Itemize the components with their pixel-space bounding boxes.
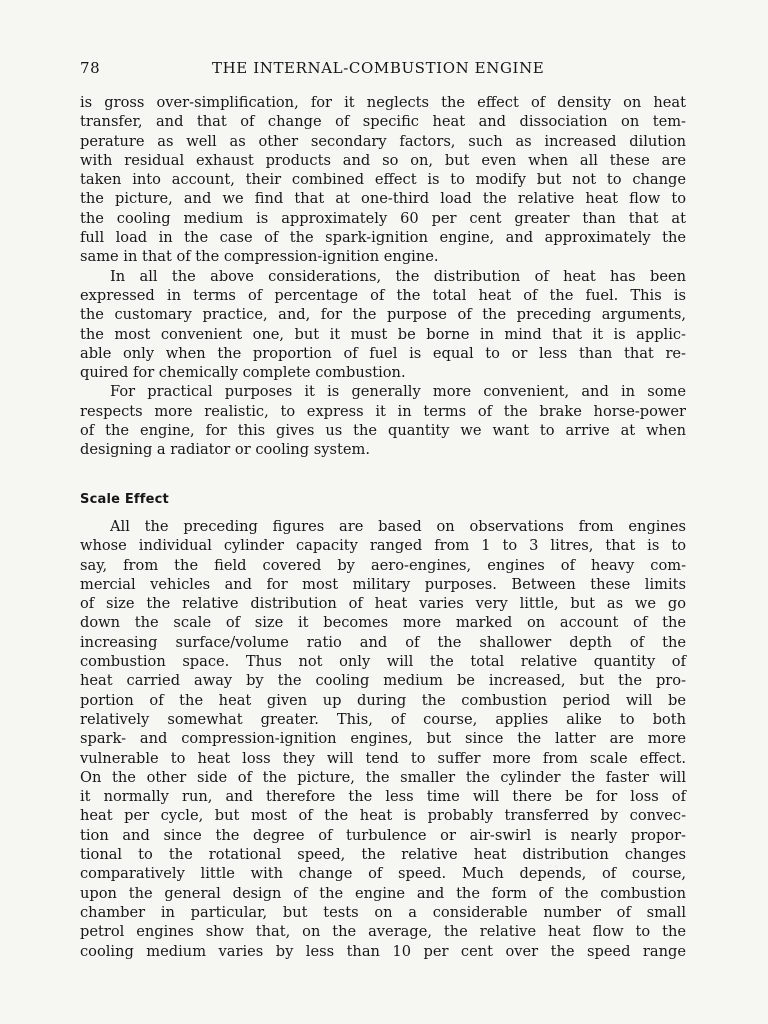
text-line: comparatively little with change of speed. Much depends, of course, bbox=[80, 865, 686, 883]
text-line: For practical purposes it is generally more convenient, and in some bbox=[110, 383, 686, 401]
text-line: perature as well as other secondary factors, such as increased dilution bbox=[80, 132, 686, 150]
text-line: upon the general design of the engine and the form of the combustion bbox=[80, 884, 686, 902]
text-line: full load in the case of the spark-ignition engine, and approximately the bbox=[80, 229, 686, 247]
text-line: All the preceding figures are based on observations from engines bbox=[110, 518, 686, 535]
text-line: combustion space. Thus not only will the total relative quantity of bbox=[80, 653, 686, 671]
text-line: chamber in particular, but tests on a considerable number of small bbox=[80, 903, 686, 921]
text-line: mercial vehicles and for most military purposes. Between these limits bbox=[80, 575, 686, 593]
text-line: of size the relative distribution of heat varies very little, but as we go bbox=[80, 595, 686, 613]
text-line: relatively somewhat greater. This, of course, applies alike to both bbox=[80, 710, 686, 728]
text-line: vulnerable to heat loss they will tend to suffer more from scale effect. bbox=[80, 749, 686, 767]
text-line: same in that of the compression-ignition engine. bbox=[80, 248, 439, 266]
page-number: 78 bbox=[80, 59, 101, 77]
text-line: On the other side of the picture, the smaller the cylinder the faster will bbox=[80, 768, 686, 786]
text-line: heat per cycle, but most of the heat is probably transferred by convec- bbox=[80, 807, 686, 825]
text-line: the cooling medium is approximately 60 per cent greater than that at bbox=[80, 209, 686, 227]
body-text-top bbox=[80, 93, 686, 460]
text-line: with residual exhaust products and so on, but even when all these are bbox=[80, 151, 686, 169]
page-header bbox=[80, 59, 686, 81]
text-line: whose individual cylinder capacity ranged from 1 to 3 litres, that is to bbox=[80, 537, 686, 555]
text-line: spark- and compression-ignition engines, but since the latter are more bbox=[80, 730, 686, 748]
text-line: quired for chemically complete combustion. bbox=[80, 364, 406, 382]
body-text-scale-effect bbox=[80, 517, 686, 961]
text-line: the picture, and we find that at one-third load the relative heat flow to bbox=[80, 190, 686, 208]
text-line: portion of the heat given up during the combustion period will be bbox=[80, 691, 686, 709]
text-line: taken into account, their combined effect is to modify but not to change bbox=[80, 171, 686, 189]
text-line: increasing surface/volume ratio and of the shallower depth of the bbox=[80, 633, 686, 651]
text-line: tion and since the degree of turbulence or air-swirl is nearly propor- bbox=[80, 826, 686, 844]
text-line: the customary practice, and, for the purpose of the preceding arguments, bbox=[80, 306, 686, 324]
text-line: able only when the proportion of fuel is equal to or less than that re- bbox=[80, 344, 686, 362]
running-title: THE INTERNAL-COMBUSTION ENGINE bbox=[212, 59, 545, 77]
text-line: tional to the rotational speed, the relative heat distribution changes bbox=[80, 846, 686, 864]
text-line: cooling medium varies by less than 10 per cent over the speed range bbox=[80, 942, 686, 960]
text-line: is gross over-simplification, for it neglects the effect of density on heat bbox=[80, 94, 686, 111]
text-line: petrol engines show that, on the average, the relative heat flow to the bbox=[80, 923, 686, 941]
text-line: of the engine, for this gives us the quantity we want to arrive at when bbox=[80, 422, 686, 440]
text-line: transfer, and that of change of specific heat and dissociation on tem- bbox=[80, 113, 686, 131]
text-line: the most convenient one, but it must be borne in mind that it is applic- bbox=[80, 325, 686, 343]
text-line: down the scale of size it becomes more marked on account of the bbox=[80, 614, 686, 632]
section-heading: Scale Effect bbox=[80, 492, 169, 507]
text-line: In all the above considerations, the distribution of heat has been bbox=[110, 267, 686, 285]
text-line: heat carried away by the cooling medium be increased, but the pro- bbox=[80, 672, 686, 690]
text-line: say, from the field covered by aero-engines, engines of heavy com- bbox=[80, 556, 686, 574]
text-line: expressed in terms of percentage of the total heat of the fuel. This is bbox=[80, 286, 686, 304]
text-line: it normally run, and therefore the less time will there be for loss of bbox=[80, 788, 686, 806]
text-line: respects more realistic, to express it in terms of the brake horse-power bbox=[80, 402, 686, 420]
text-line: designing a radiator or cooling system. bbox=[80, 441, 370, 459]
